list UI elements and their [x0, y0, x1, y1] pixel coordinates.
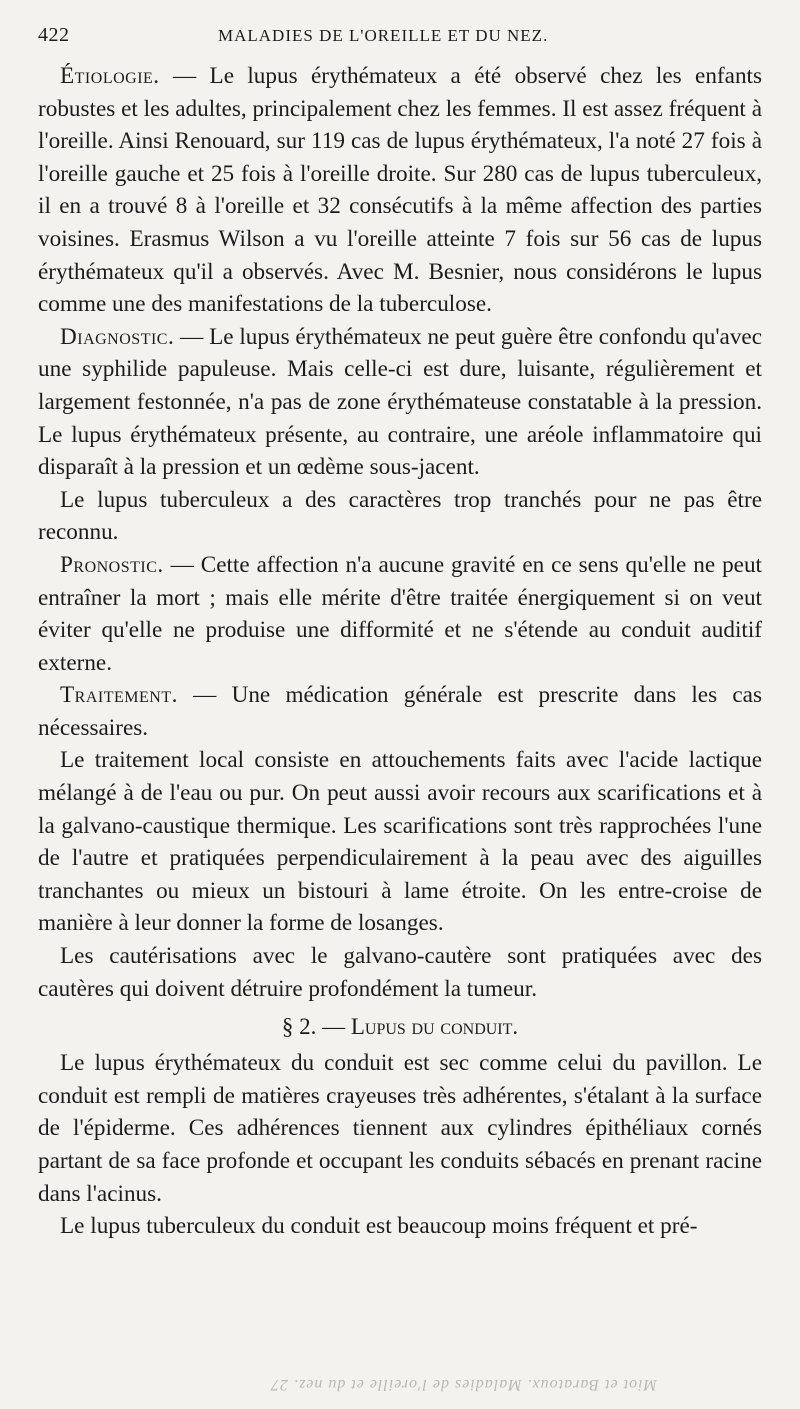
paragraph-text: Le lupus tuberculeux a des caractères trop tranchés pour ne pas être reconnu.	[38, 486, 762, 546]
paragraph-traitement	[38, 679, 762, 744]
bleed-through-text: Miot et Baratoux. Maladies de l'oreille et du nez. 27	[270, 1376, 657, 1393]
run-in-heading: Étiologie.	[60, 63, 160, 89]
paragraph-traitement-local	[38, 744, 762, 940]
paragraph-text: Les cautérisations avec le galvano-cautère sont pratiquées avec des cautères qui doivent détruire profondément la tumeur.	[38, 943, 762, 1002]
running-head	[38, 24, 762, 60]
paragraph-cauterisations	[38, 940, 762, 1005]
paragraph-text: Le lupus érythémateux du conduit est sec comme celui du pavillon. Le conduit est rempli de matières crayeuses très adhérentes, s'étalant à la surface de l'épiderme. Ces adhérences tiennent aux cylindres épithéliaux cornés partant de sa face profonde et occupant les conduits sébacés en prenant racine dans l'acinus.	[38, 1050, 762, 1207]
run-in-heading: Diagnostic.	[60, 323, 175, 350]
section-title: — Lupus du conduit.	[316, 1014, 519, 1040]
paragraph-conduit-erythemateux	[38, 1047, 762, 1210]
body-text	[38, 60, 762, 1243]
page-number: 422	[38, 24, 70, 46]
paragraph-text: Le lupus tuberculeux du conduit est beaucoup moins fréquent et pré-	[60, 1213, 698, 1240]
section-heading	[38, 1011, 762, 1043]
run-in-heading: Pronostic.	[60, 551, 164, 578]
paragraph-conduit-tuberculeux	[38, 1210, 762, 1243]
paragraph-text: Le traitement local consiste en attouchements faits avec l'acide lactique mélangé à de l'eau ou pur. On peut aussi avoir recours aux scarifications et à la galvano-caustique thermique. Les scarifications sont très rapprochées l'une de l'autre et pratiquées perpendiculairement à la peau avec des aiguilles tranchantes ou mieux un bistouri à lame étroite. On les entre-croise de manière à leur donner la forme de losanges.	[38, 747, 762, 937]
paragraph-text: — Cette affection n'a aucune gravité en ce sens qu'elle ne peut entraîner la mort ; mais elle mérite d'être traitée énergiquement si on veut éviter qu'elle ne produise une difformité et ne s'étende au conduit auditif externe.	[38, 551, 762, 676]
section-number: § 2.	[281, 1014, 317, 1040]
paragraph-pronostic	[38, 549, 762, 679]
running-title: MALADIES DE L'OREILLE ET DU NEZ.	[218, 26, 549, 45]
paragraph-text: — Le lupus érythémateux a été observé chez les enfants robustes et les adultes, principalement chez les femmes. Il est assez fréquent à l'oreille. Ainsi Renouard, sur 119 cas de lupus érythémateux, l'a noté 27 fois à l'oreille gauche et 25 fois à l'oreille droite. Sur 280 cas de lupus tuberculeux, il en a trouvé 8 à l'oreille et 32 consécutifs à la même affection des parties voisines. Erasmus Wilson a vu l'oreille atteinte 7 fois sur 56 cas de lupus érythémateux qu'il a observés. Avec M. Besnier, nous considérons le lupus comme une des manifestations de la tuberculose.	[38, 63, 762, 318]
paragraph-lupus-tuberculeux	[38, 484, 762, 549]
paragraph-etiologie	[38, 60, 762, 321]
paragraph-text: — Le lupus érythémateux ne peut guère être confondu qu'avec une syphilide papuleuse. Mais celle-ci est dure, luisante, régulièrement et largement festonnée, n'a pas de zone érythémateuse constatable à la pression. Le lupus érythémateux présente, au contraire, une aréole inflammatoire qui disparaît à la pression et un œdème sous-jacent.	[38, 323, 762, 481]
run-in-heading: Traitement.	[60, 682, 178, 709]
paragraph-text: — Une médication générale est prescrite dans les cas nécessaires.	[38, 682, 762, 741]
paragraph-diagnostic	[38, 321, 762, 484]
